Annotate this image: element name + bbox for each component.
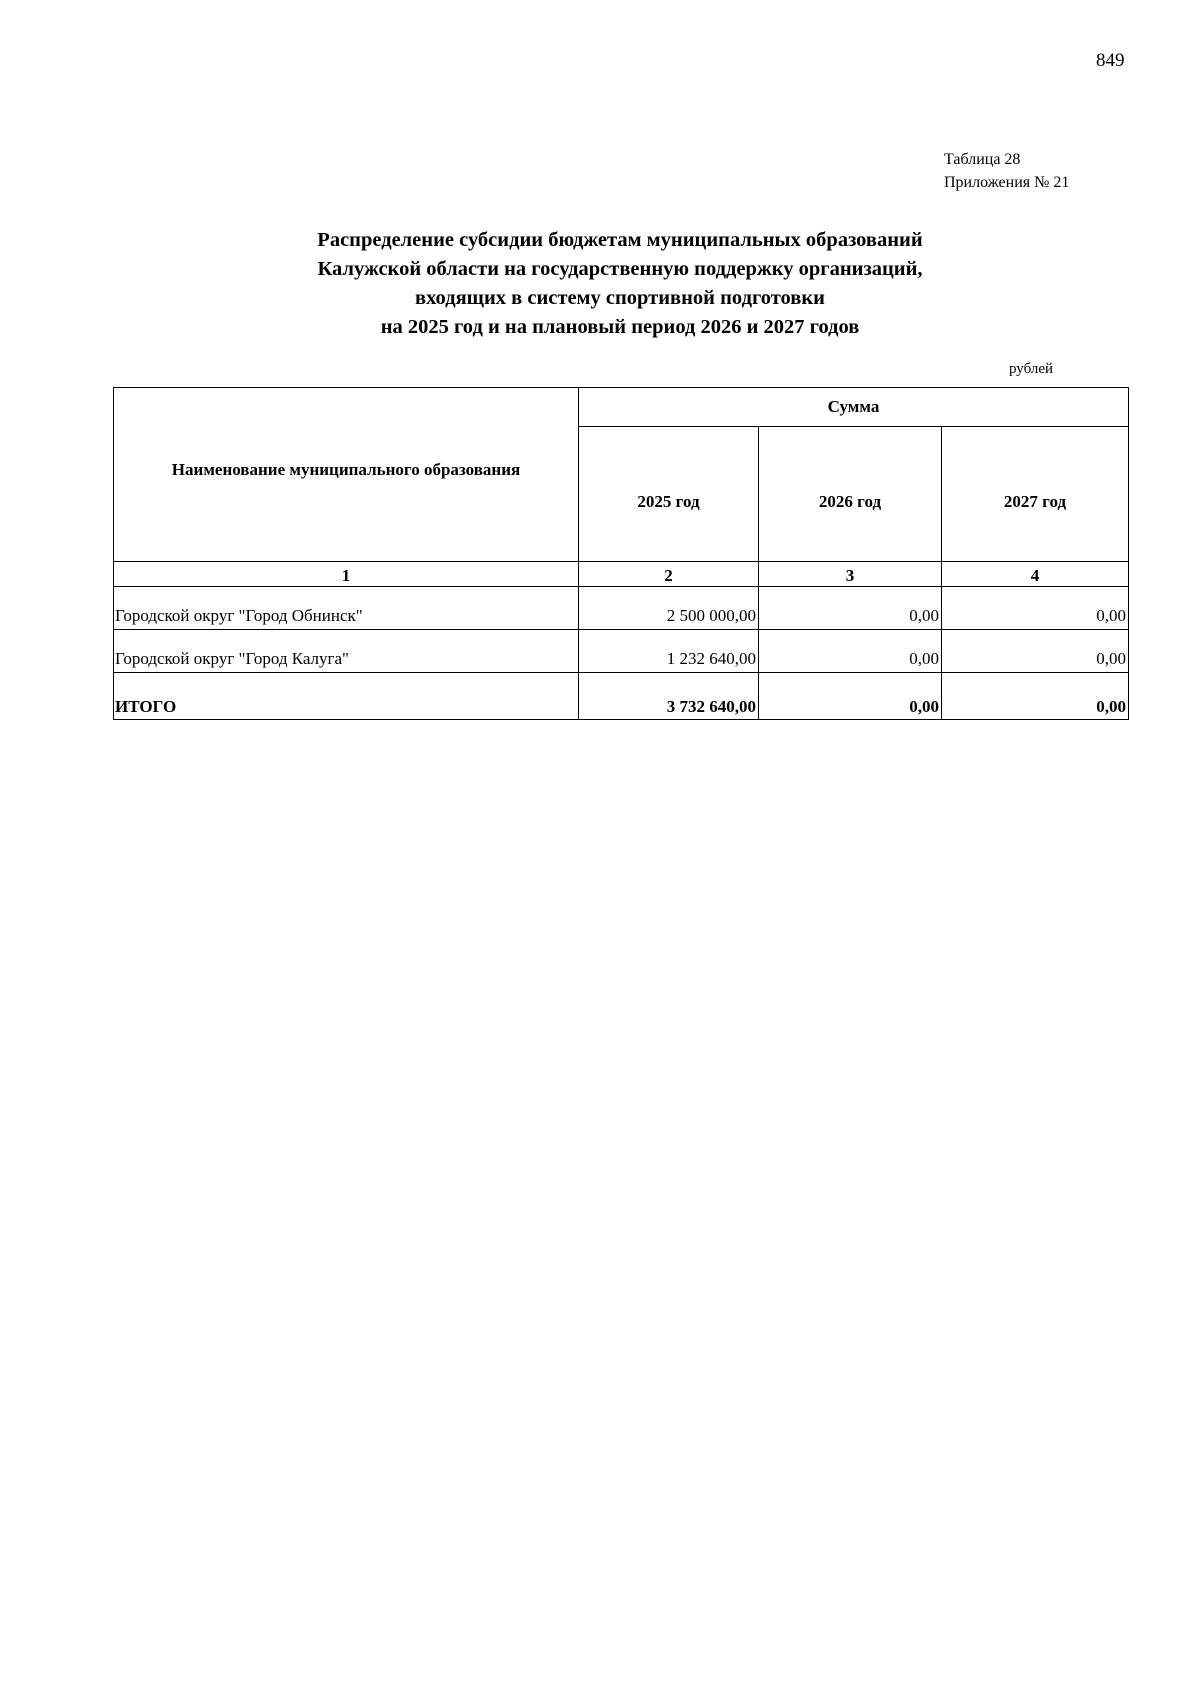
column-number-row xyxy=(114,562,1129,587)
table-reference xyxy=(944,148,1069,194)
municipality-name: Городской округ "Город Обнинск" xyxy=(114,587,579,630)
subsidy-distribution-table xyxy=(113,387,1129,720)
total-2025: 3 732 640,00 xyxy=(579,673,759,720)
amount-2025: 2 500 000,00 xyxy=(579,587,759,630)
header-sum-group: Сумма xyxy=(579,388,1129,427)
amount-2026: 0,00 xyxy=(759,587,942,630)
table-row xyxy=(114,630,1129,673)
total-2026: 0,00 xyxy=(759,673,942,720)
column-number: 2 xyxy=(579,562,759,587)
title-line-4: на 2025 год и на плановый период 2026 и 2027 годов xyxy=(380,316,860,338)
municipality-name: Городской округ "Город Калуга" xyxy=(114,630,579,673)
page-number: 849 xyxy=(1096,50,1125,71)
amount-2025: 1 232 640,00 xyxy=(579,630,759,673)
document-title xyxy=(80,226,1160,342)
title-line-1: Распределение субсидии бюджетам муниципальных образований xyxy=(317,229,923,251)
total-label: ИТОГО xyxy=(114,673,579,720)
amount-2027: 0,00 xyxy=(942,587,1129,630)
header-municipality-name: Наименование муниципального образования xyxy=(114,388,579,562)
column-number: 4 xyxy=(942,562,1129,587)
header-year-2026: 2026 год xyxy=(759,427,942,562)
header-year-2025: 2025 год xyxy=(579,427,759,562)
table-number: Таблица 28 xyxy=(944,151,1021,168)
header-row-top xyxy=(114,388,1129,427)
amount-2027: 0,00 xyxy=(942,630,1129,673)
title-line-2: Калужской области на государственную поддержку организаций, xyxy=(317,258,923,280)
column-number: 3 xyxy=(759,562,942,587)
column-number: 1 xyxy=(114,562,579,587)
total-row xyxy=(114,673,1129,720)
header-year-2027: 2027 год xyxy=(942,427,1129,562)
total-2027: 0,00 xyxy=(942,673,1129,720)
title-line-3: входящих в систему спортивной подготовки xyxy=(415,287,825,309)
table-row xyxy=(114,587,1129,630)
appendix-number: Приложения № 21 xyxy=(944,174,1070,191)
units-label: рублей xyxy=(1009,361,1054,377)
amount-2026: 0,00 xyxy=(759,630,942,673)
